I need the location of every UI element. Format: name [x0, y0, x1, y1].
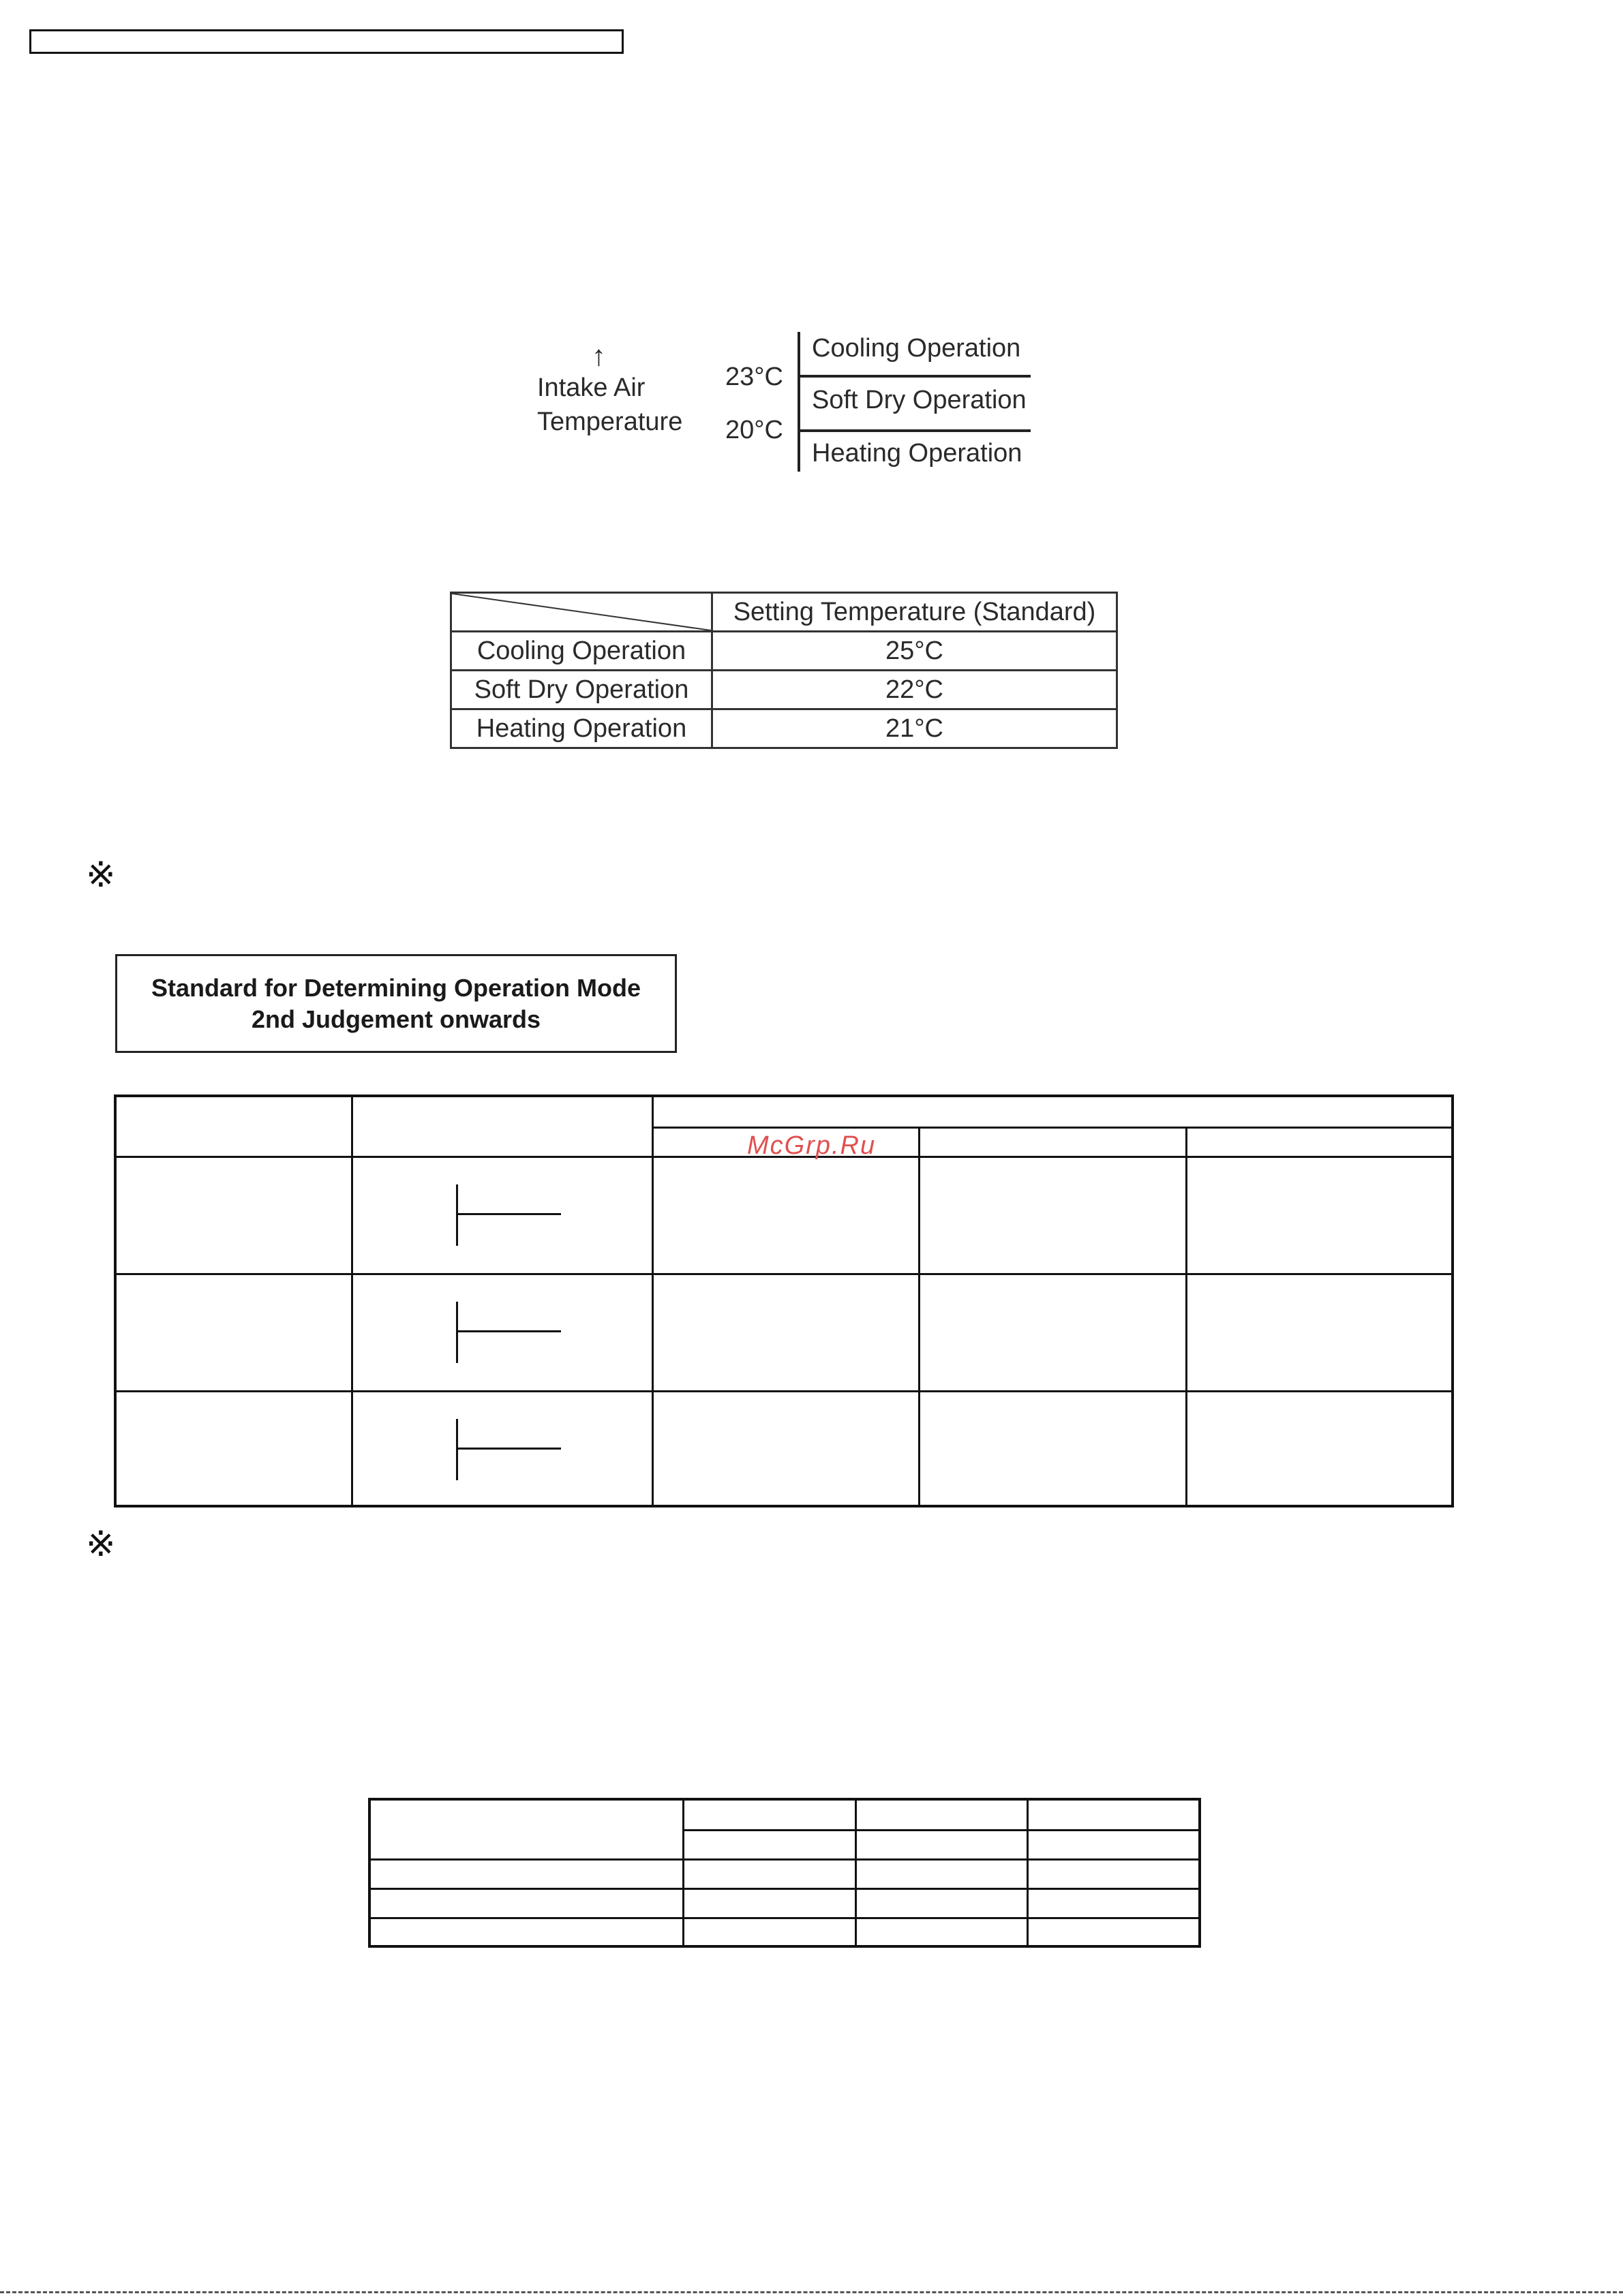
mode-heating-label: Heating Operation [812, 439, 1022, 468]
temperature-cell: 21°C [712, 709, 1117, 748]
intake-label-line2: Temperature [537, 408, 683, 436]
mode-cell: Cooling Operation [451, 632, 712, 671]
grid-divider [682, 1829, 1198, 1831]
mode-softdry-label: Soft Dry Operation [812, 386, 1027, 414]
reference-mark-icon: ※ [86, 855, 116, 895]
threshold-high: 23°C [725, 363, 783, 391]
diagonal-corner-cell [451, 593, 712, 632]
footer-divider [0, 2291, 1623, 2293]
figure1-divider-high [798, 375, 1031, 378]
bracket-marker [456, 1302, 458, 1363]
header-bar [29, 29, 624, 54]
bracket-marker [456, 1419, 458, 1480]
grid-divider [117, 1273, 1451, 1275]
bracket-marker [456, 1213, 561, 1215]
reference-mark-icon: ※ [86, 1525, 116, 1564]
grid-divider [351, 1097, 353, 1505]
table-row [451, 632, 1117, 671]
grid-divider [1027, 1801, 1029, 1945]
mode-cell: Soft Dry Operation [451, 671, 712, 709]
grid-divider [371, 1917, 1198, 1919]
bracket-marker [456, 1448, 561, 1450]
watermark-text: McGrp.Ru [747, 1131, 877, 1160]
grid-divider [371, 1858, 1198, 1861]
standard-title-line1: Standard for Determining Operation Mode [151, 973, 641, 1002]
up-arrow: ↑ [592, 339, 606, 371]
figure1-vertical-axis [798, 332, 800, 472]
grid-divider [682, 1801, 684, 1945]
temperature-cell: 25°C [712, 632, 1117, 671]
setting-temperature-table [450, 592, 1118, 749]
standard-title-line2: 2nd Judgement onwards [251, 1005, 541, 1033]
grid-divider [652, 1127, 1451, 1129]
temperature-cell: 22°C [712, 671, 1117, 709]
summary-grid [368, 1798, 1201, 1948]
mode-cooling-label: Cooling Operation [812, 334, 1021, 363]
bracket-marker [456, 1330, 561, 1332]
table-row [451, 671, 1117, 709]
grid-divider [117, 1390, 1451, 1392]
grid-divider [855, 1801, 857, 1945]
intake-label-line1: Intake Air [537, 373, 646, 402]
grid-divider [371, 1888, 1198, 1890]
figure1-divider-low [798, 429, 1031, 432]
table-row [451, 593, 1117, 632]
grid-divider [918, 1127, 920, 1505]
bracket-marker [456, 1184, 458, 1246]
grid-divider [652, 1097, 654, 1505]
mode-cell: Heating Operation [451, 709, 712, 748]
threshold-low: 20°C [725, 416, 783, 444]
setting-temperature-header: Setting Temperature (Standard) [712, 593, 1117, 632]
grid-divider [1185, 1127, 1187, 1505]
table-row [451, 709, 1117, 748]
standard-title-box [115, 954, 677, 1053]
